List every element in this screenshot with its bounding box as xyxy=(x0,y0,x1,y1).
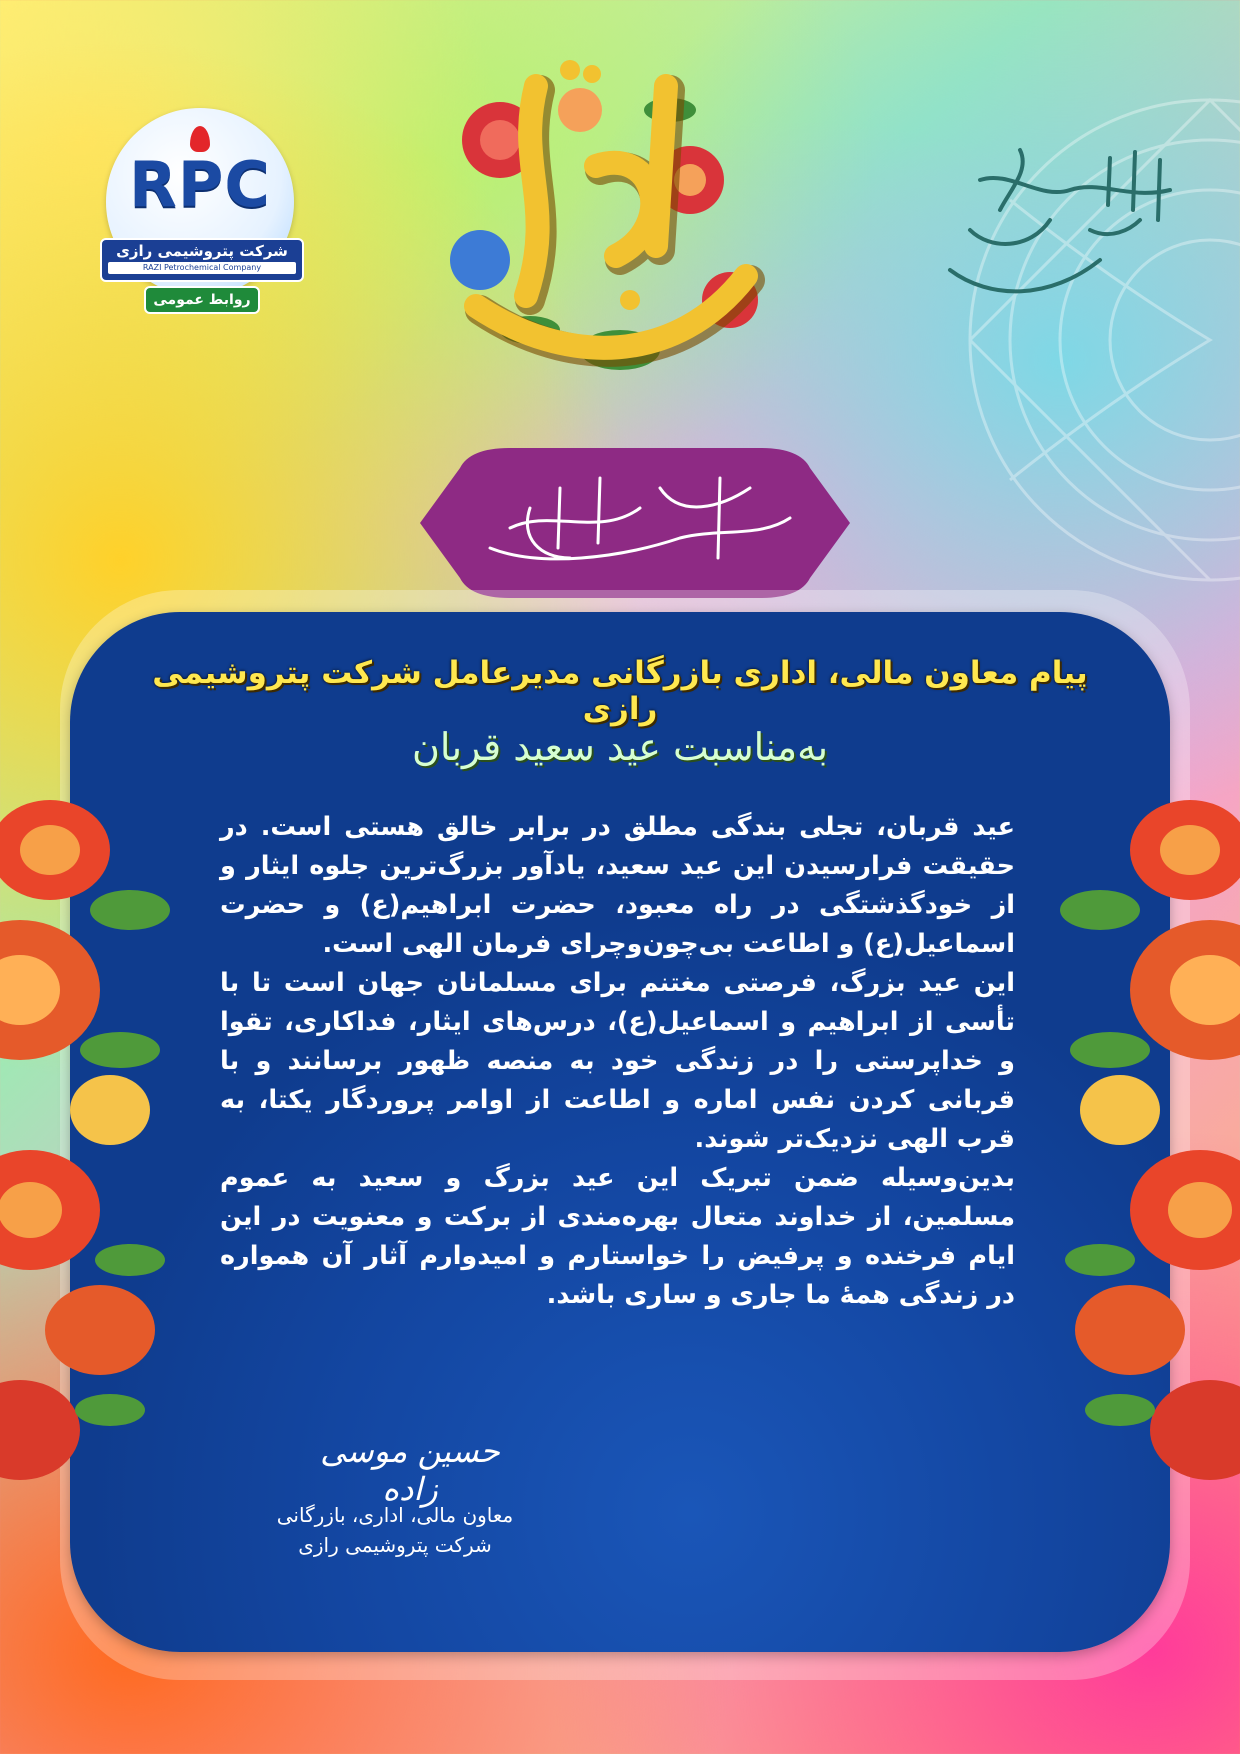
signature-name: حسین موسی زاده xyxy=(320,1432,500,1508)
signature-title xyxy=(240,1500,550,1560)
message-body xyxy=(220,808,1015,1315)
logo-department: روابط عمومی xyxy=(144,286,260,314)
signature-title-line1: معاون مالی، اداری، بازرگانی xyxy=(276,1503,514,1527)
labbayk-label xyxy=(420,448,850,598)
flowers-left-decoration xyxy=(0,790,180,1490)
message-paragraph-3: بدین‌وسیله ضمن تبریک این عید بزرگ و سعید به عموم مسلمین، از خداوند متعال بهره‌مندی از برکت و معنویت در این ایام فرخنده و پرفیض را خواستارم و امیدوارم آثار آن همواره در زندگی همهٔ ما جاری و ساری باشد. xyxy=(220,1163,1015,1310)
logo-company-band xyxy=(100,238,304,282)
logo-company-fa: شرکت پتروشیمی رازی xyxy=(116,242,288,260)
company-logo xyxy=(100,108,300,318)
eid-calligraphy-art xyxy=(420,50,800,410)
signature-title-line2: شرکت پتروشیمی رازی xyxy=(298,1533,492,1557)
message-title: پیام معاون مالی، اداری بازرگانی مدیرعامل شرکت پتروشیمی رازی xyxy=(152,655,1088,727)
message-paragraph-2: این عید بزرگ، فرصتی مغتنم برای مسلمانان جهان است تا با تأسی از ابراهیم و اسماعیل(ع)، درس‌های ایثار، فداکاری، تقوا و خداپرستی را در زندگی خود به منصه ظهور برسانند و با قربانی کردن نفس اماره و اطاعت از اوامر پروردگار یکتا، به قرب الهی نزدیک‌تر شوند. xyxy=(220,968,1015,1154)
flowers-right-decoration xyxy=(1040,790,1240,1490)
logo-acronym: RPC xyxy=(129,148,271,221)
message-paragraph-1: عید قربان، تجلی بندگی مطلق در برابر خالق هستی است. در حقیقت فرارسیدن این عید سعید، یادآور بزرگ‌ترین جلوه ایثار و از خودگذشتگی در راه معبود، حضرت ابراهیم(ع) و حضرت اسماعیل(ع) و اطاعت بی‌چون‌وچرای فرمان الهی است. xyxy=(220,812,1015,959)
basmala-calligraphy xyxy=(930,130,1180,310)
message-subtitle: به‌مناسبت عید سعید قربان xyxy=(411,725,829,769)
logo-company-en: RAZI Petrochemical Company xyxy=(108,262,296,274)
